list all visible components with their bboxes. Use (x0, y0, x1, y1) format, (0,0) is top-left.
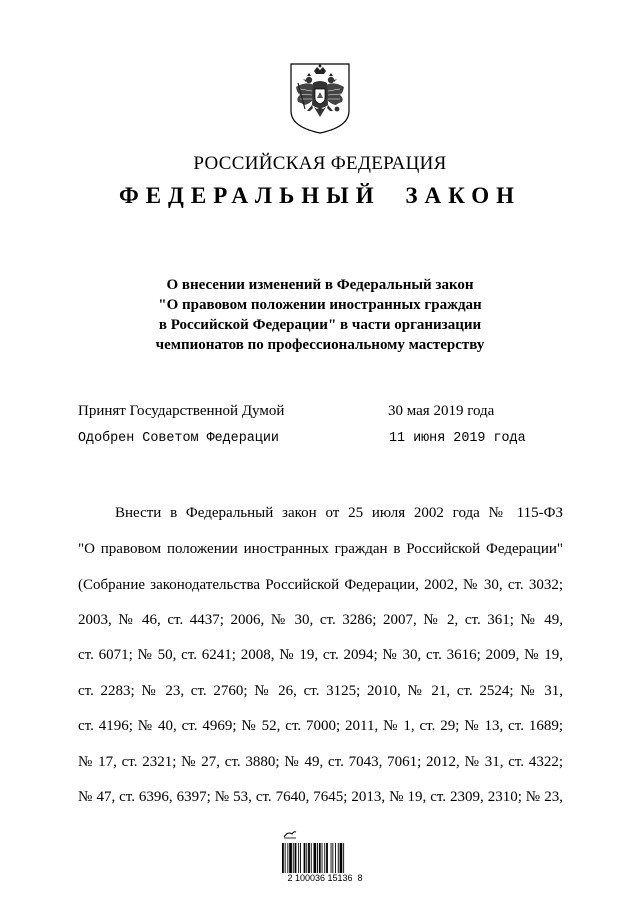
barcode-bar (293, 843, 294, 873)
law-title-line: О внесении изменений в Федеральный закон (166, 277, 474, 293)
barcode-bar (289, 843, 292, 873)
law-title-line: в Российской Федерации" в части организации (158, 317, 482, 333)
duma-adoption-label: Принят Государственной Думой (78, 403, 285, 419)
duma-adoption-date: 30 мая 2019 года (388, 403, 495, 419)
barcode-bar (306, 843, 307, 873)
barcode-bar (319, 843, 321, 873)
barcode-bar (317, 843, 318, 873)
barcode-bar (340, 843, 343, 873)
barcode-bar (285, 843, 286, 873)
barcode-bar (308, 843, 310, 873)
body-line: 2003, № 46, ст. 4437; 2006, № 30, ст. 3286; 2007, № 2, ст. 361; № 49, (78, 612, 563, 628)
barcode-bar (282, 843, 284, 873)
body-line: № 17, ст. 2321; № 27, ст. 3880; № 49, ст. 7043, 7061; 2012, № 31, ст. 4322; (78, 754, 563, 770)
body-line: (Собрание законодательства Российской Федерации, 2002, № 30, ст. 3032; (78, 577, 563, 593)
council-approval-date: 11 июня 2019 года (389, 431, 526, 446)
barcode-bar (322, 843, 323, 873)
body-line: ст. 4196; № 40, ст. 4969; № 52, ст. 7000; 2011, № 1, ст. 29; № 13, ст. 1689; (78, 718, 563, 734)
barcode-bar (298, 843, 299, 873)
printer-mark-icon (283, 829, 297, 839)
body-line: "О правовом положении иностранных граждан в Российской Федерации" (78, 541, 563, 557)
russian-coat-of-arms-icon (288, 61, 352, 135)
barcode-bar (335, 843, 336, 873)
country-name: РОССИЙСКАЯ ФЕДЕРАЦИЯ (193, 153, 447, 174)
barcode-bar (338, 843, 339, 873)
body-line: Внести в Федеральный закон от 25 июля 2002 года № 115-ФЗ (115, 505, 563, 521)
council-approval-label: Одобрен Советом Федерации (78, 431, 279, 446)
barcode-bar (324, 843, 325, 873)
barcode-icon (282, 843, 370, 873)
law-title-line: чемпионатов по профессиональному мастерству (155, 337, 485, 353)
document-type: ФЕДЕРАЛЬНЫЙ ЗАКОН (118, 183, 522, 208)
coat-of-arms-emblem (288, 61, 352, 135)
law-title (0, 275, 640, 355)
barcode-number: 2 100036 15136 8 (287, 873, 363, 883)
barcode-bar (332, 843, 333, 873)
barcode-bar (331, 843, 332, 873)
barcode-bar (343, 843, 344, 873)
body-line: ст. 2283; № 23, ст. 2760; № 26, ст. 3125; 2010, № 21, ст. 2524; № 31, (78, 683, 563, 699)
barcode-bar (314, 843, 317, 873)
body-line: ст. 6071; № 50, ст. 6241; 2008, № 19, ст. 2094; № 30, ст. 3616; 2009, № 19, (78, 647, 563, 663)
barcode-bar (300, 843, 301, 873)
barcode-bar (295, 843, 297, 873)
barcode-bar (311, 843, 312, 873)
barcode-bar (287, 843, 288, 873)
barcode-bar (326, 843, 328, 873)
law-title-line: "О правовом положении иностранных граждан (158, 297, 482, 313)
body-line: № 47, ст. 6396, 6397; № 53, ст. 7640, 7645; 2013, № 19, ст. 2309, 2310; № 23, (78, 789, 563, 805)
barcode-bar (304, 843, 306, 873)
